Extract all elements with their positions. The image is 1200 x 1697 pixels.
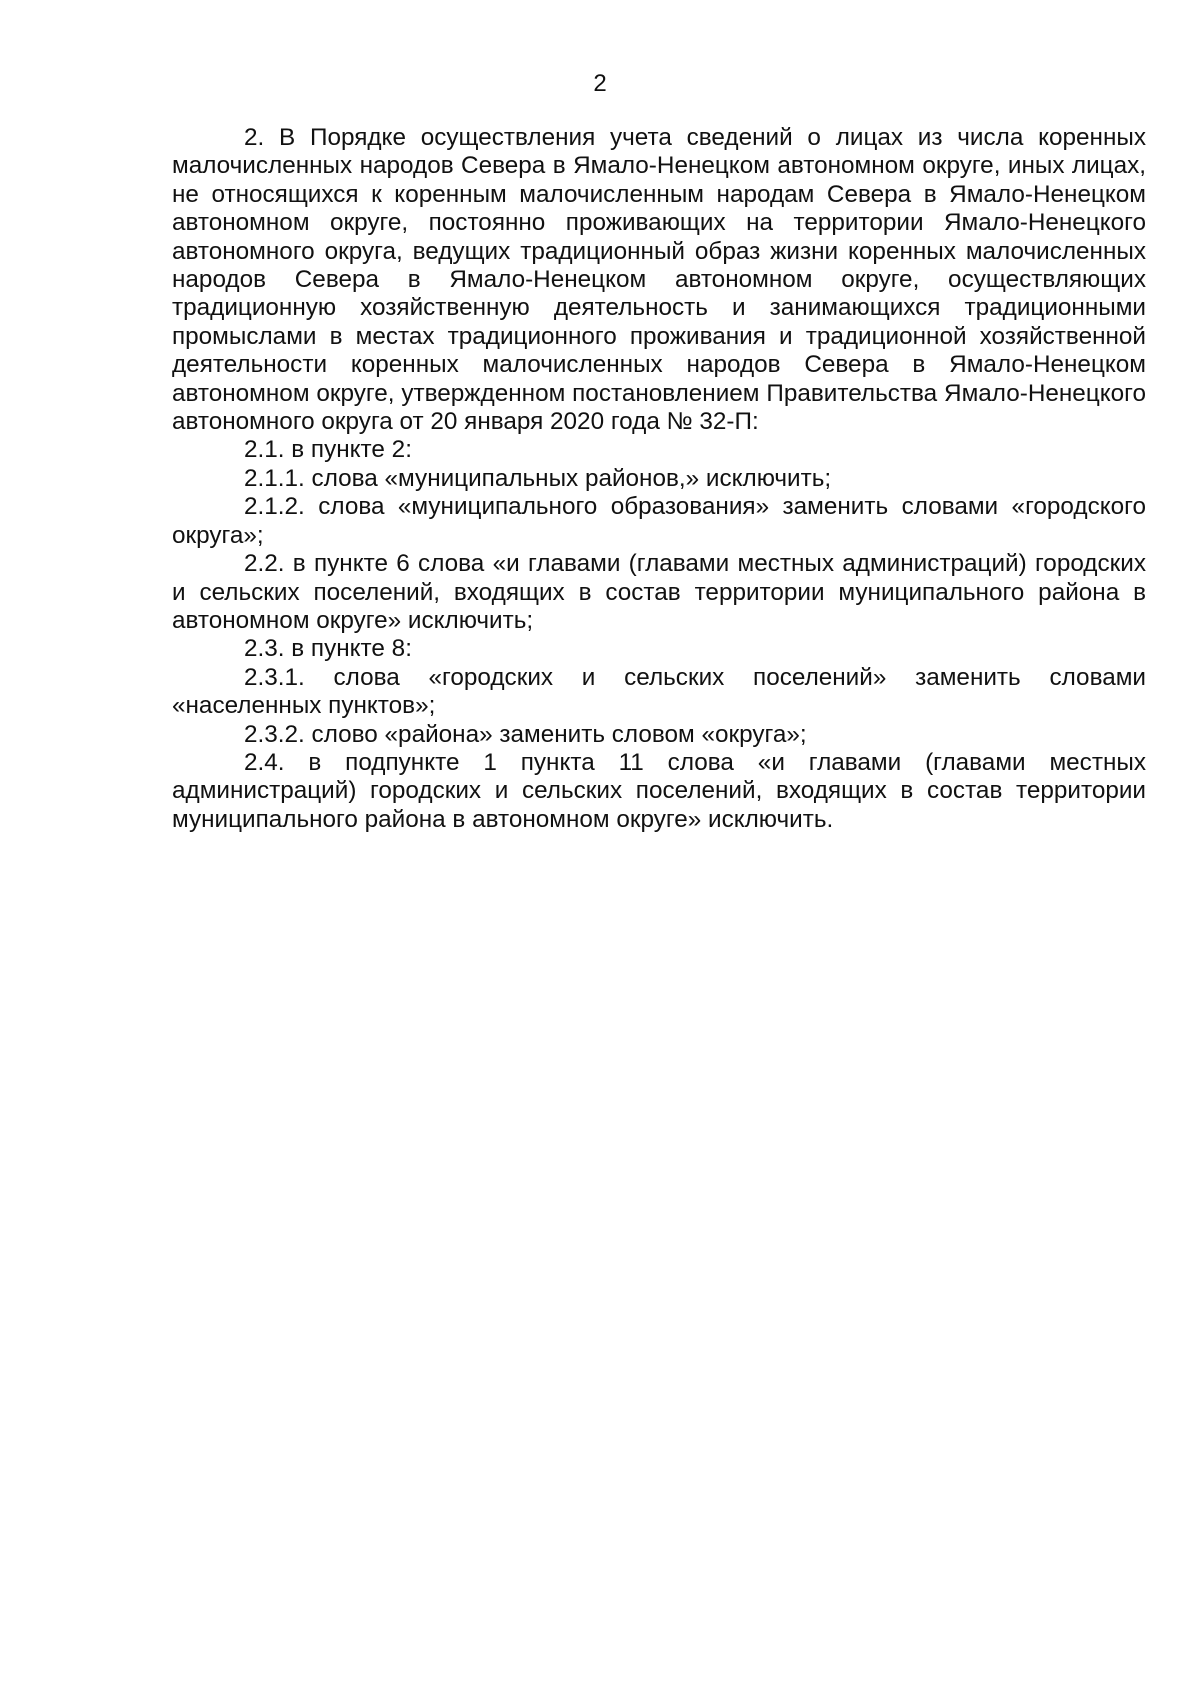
paragraph-2-1: 2.1. в пункте 2: [244,436,412,464]
paragraph-2-3-2: 2.3.2. слово «района» заменить словом «округа»; [244,720,807,748]
paragraph-2-1-2: 2.1.2. слова «муниципального образования» заменить словами «городского округа»; [172,493,1146,549]
paragraph-2-3: 2.3. в пункте 8: [244,635,412,663]
paragraph-2-1-1: 2.1.1. слова «муниципальных районов,» исключить; [244,464,832,492]
paragraph-2-3-1: 2.3.1. слова «городских и сельских поселений» заменить словами «населенных пунктов»; [172,663,1146,720]
paragraph-2: 2. В Порядке осуществления учета сведений о лицах из числа коренных малочисленных народов Севера в Ямало-Ненецком автономном округе, иных лицах, не относящихся к коренным малочисленным народам Севера в Ямало-Ненецком автономном округе, постоянно проживающих на территории Ямало-Ненецкого автономного округа, ведущих традиционный образ жизни коренных малочисленных народов Севера в Ямало-Ненецком автономном округе, осуществляющих традиционную хозяйственную деятельность и занимающихся традиционными промыслами в местах традиционного проживания и традиционной хозяйственной деятельности коренных малочисленных народов Севера в Ямало-Ненецком автономном округе, утвержденном постановлением Правительства Ямало-Ненецкого автономного округа от 20 января 2020 года № 32-П: [172,124,1146,436]
page-number: 2 [593,70,607,97]
paragraph-2-4: 2.4. в подпункте 1 пункта 11 слова «и главами (главами местных администраций) городских и сельских поселений, входящих в состав территории муниципального района в автономном округе» исключить. [172,748,1146,833]
document-body [172,124,1146,834]
paragraph-2-2: 2.2. в пункте 6 слова «и главами (главами местных администраций) городских и сельских поселений, входящих в состав территории муниципального района в автономном округе» исключить; [172,550,1146,634]
